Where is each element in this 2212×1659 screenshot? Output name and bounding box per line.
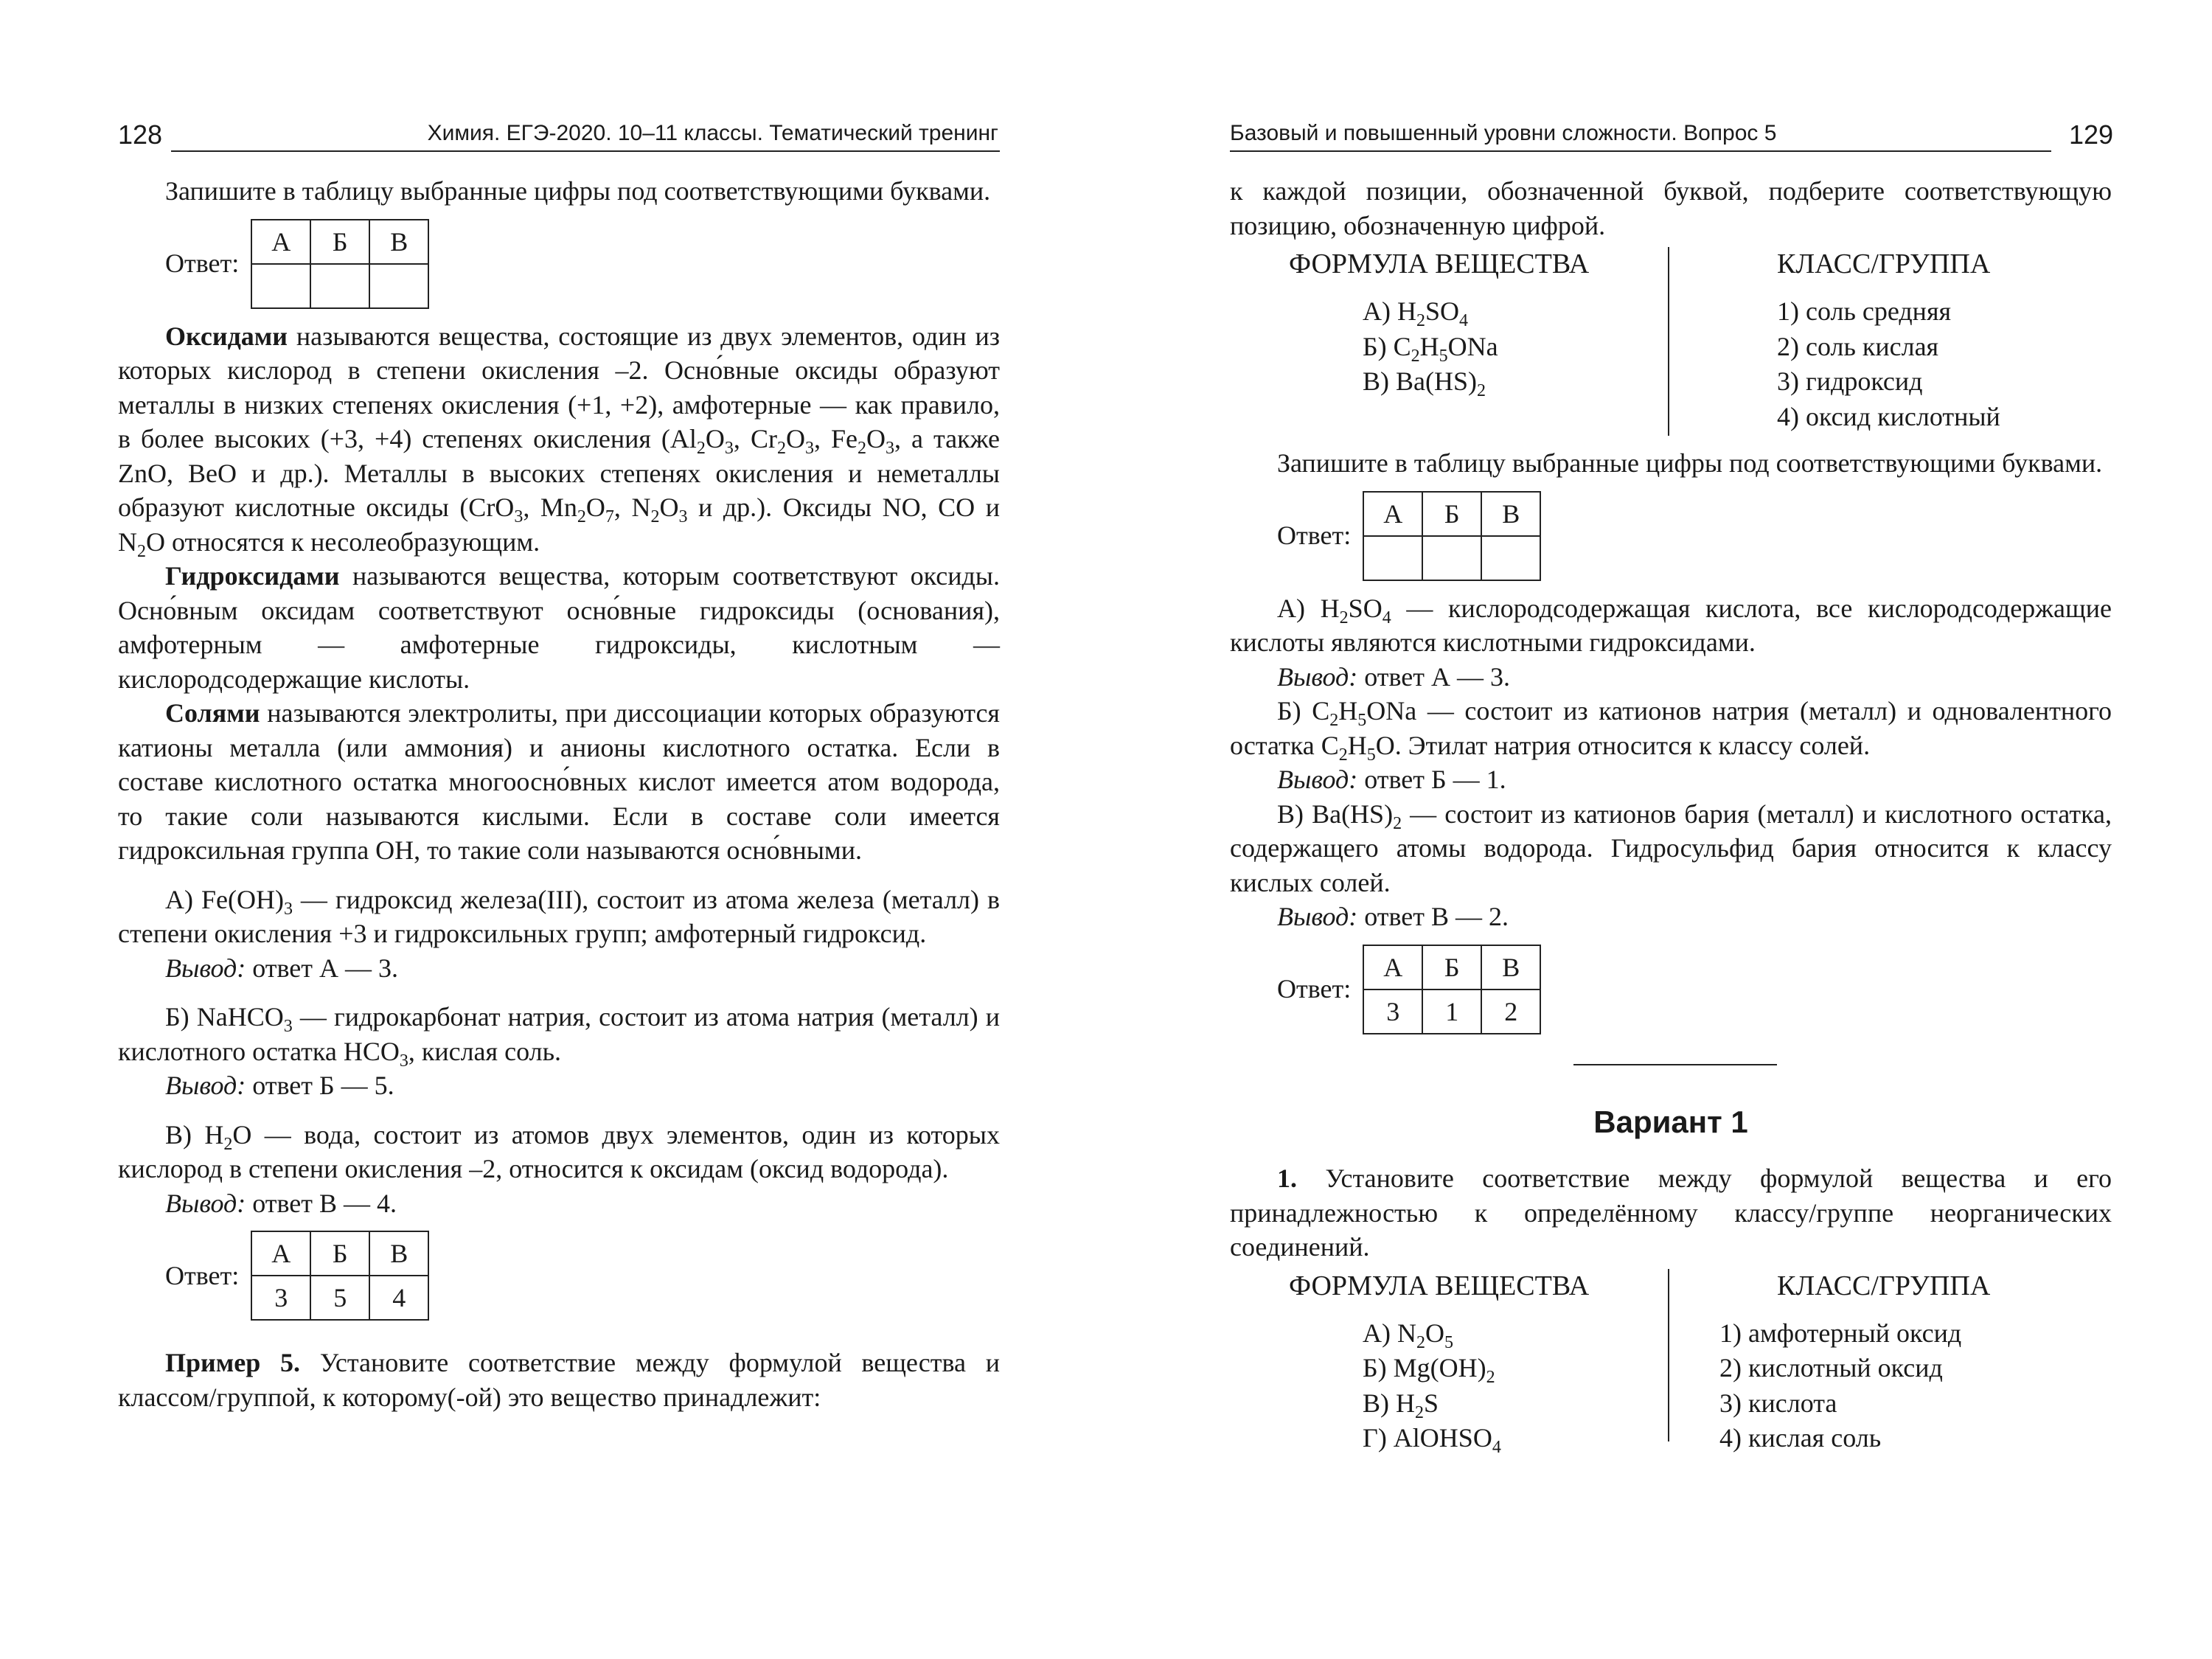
variant-question-1: 1. Установите соответствие между формулой вещества и его принадлежностью к определённому классу/группе неорганических соединений. <box>1230 1164 2112 1262</box>
answer-letter-b: Б <box>1422 492 1481 536</box>
formula-item: А) $N_2O_5$ <box>1363 1318 1453 1352</box>
answer-block-empty-2 <box>1277 491 2112 581</box>
answer-table <box>1363 491 1541 581</box>
section-separator <box>1573 1064 1777 1065</box>
answer-value: 1 <box>1422 990 1481 1034</box>
salts-paragraph: Солями называются электролиты, при диссоциации которых образуются катионы металла (или аммония) и анионы кислотного остатка. Если в составе кислотного остатка многоосно́вных кислот имеется атом водорода, то такие соли называются кислыми. Если в составе соли имеется гидроксильная группа OH, то такие соли называются осно́вными. <box>118 698 1000 865</box>
header-rule-right <box>1230 150 2051 152</box>
example5-c-conclusion: Вывод: ответ В — 2. <box>1277 902 1509 931</box>
example4-b-conclusion: Вывод: ответ Б — 5. <box>165 1071 394 1100</box>
write-instruction: Запишите в таблицу выбранные цифры под соответствующими буквами. <box>165 176 991 206</box>
matching-divider <box>1668 1269 1669 1441</box>
oxides-paragraph: Оксидами называются вещества, состоящие из двух элементов, один из которых кислород в степени окисления –2. Осно́вные оксиды образуют металлы в низких степенях окисления (+1, +2), амфотерные — как правило, в более высоких (+3, +4) степенях окисления ($Al_2O_3$, $Cr_2O_3$, $Fe_2O_3$, а также ZnO, BeO и др.). Металлы в высоких степенях окисления и неметаллы образуют кислотные оксиды (CrO$_3$, $Mn_2O_7$, $N_2O_3$ и др.). Оксиды NO, CO и $N_2O$ относятся к несолеобразующим. <box>118 321 1001 561</box>
example4-b: Б) NaHCO$_3$ — гидрокарбонат натрия, состоит из атома натрия (металл) и кислотного остатка $HCO_3$, кислая соль. <box>118 1002 1000 1071</box>
formula-item: Б) $C_2H_5ONa$ <box>1363 331 1498 366</box>
answer-value: 4 <box>369 1276 428 1320</box>
answer-value: 5 <box>310 1276 369 1320</box>
example4-a-conclusion: Вывод: ответ А — 3. <box>165 953 399 983</box>
example5-a: А) $H_2SO_4$ — кислородсодержащая кислота, все кислородсодержащие кислоты являются кислотными гидроксидами. <box>1230 593 2112 657</box>
formula-list <box>1363 294 1498 400</box>
answer-letter-a: А <box>251 1231 310 1276</box>
header-rule-left <box>171 150 1000 152</box>
answer-table <box>1363 945 1541 1034</box>
class-list <box>1777 294 2000 434</box>
answer-letter-b: Б <box>310 220 369 264</box>
answer-label: Ответ: <box>1277 974 1352 1004</box>
page-number-left: 128 <box>118 119 163 150</box>
example5-b: Б) $C_2H_5ONa$ — состоит из катионов натрия (металл) и одновалентного остатка $C_2H_5O$. Этилат натрия относится к классу солей. <box>1230 696 2112 765</box>
column-header-class: КЛАСС/ГРУППА <box>1777 248 1991 279</box>
answer-block-example5 <box>1277 945 2112 1034</box>
term-oxides: Оксидами <box>165 321 288 351</box>
answer-cell[interactable] <box>1422 536 1481 580</box>
answer-label: Ответ: <box>165 248 240 279</box>
class-item: 1) соль средняя <box>1777 296 1952 326</box>
example5-statement: Пример 5. Установите соответствие между формулой вещества и классом/группой, к которому(-ой) это вещество принадлежит: <box>118 1348 1000 1412</box>
class-list <box>1719 1316 1961 1456</box>
answer-letter-b: Б <box>310 1231 369 1276</box>
answer-letter-v: В <box>1481 945 1540 990</box>
answer-block-empty-1 <box>165 219 1000 309</box>
answer-cell[interactable] <box>1481 536 1540 580</box>
answer-value: 3 <box>251 1276 310 1320</box>
example5-b-conclusion: Вывод: ответ Б — 1. <box>1277 765 1506 794</box>
formula-item: Г) AlOHSO$_4$ <box>1363 1423 1501 1457</box>
term-hydroxides: Гидроксидами <box>165 561 340 591</box>
example4-a: А) $Fe(OH)_3$ — гидроксид железа(III), состоит из атома железа (металл) в степени окисления +3 и гидроксильных групп; амфотерный гидроксид. <box>118 884 1000 948</box>
column-header-formula: ФОРМУЛА ВЕЩЕСТВА <box>1289 248 1590 279</box>
example5-a-conclusion: Вывод: ответ А — 3. <box>1277 661 1511 692</box>
right-page <box>1230 174 2112 1457</box>
answer-letter-b: Б <box>1422 945 1481 990</box>
column-header-formula: ФОРМУЛА ВЕЩЕСТВА <box>1289 1270 1590 1301</box>
class-item: 4) кислая соль <box>1719 1423 1882 1453</box>
answer-label: Ответ: <box>165 1260 240 1290</box>
example5-continuation: к каждой позиции, обозначенной буквой, подберите соответствующую позицию, обозначенную цифрой. <box>1230 176 2112 240</box>
answer-letter-v: В <box>1481 492 1540 536</box>
formula-item: А) $H_2SO_4$ <box>1363 296 1469 330</box>
answer-value: 3 <box>1363 990 1422 1034</box>
example5-matching-table <box>1230 247 2112 440</box>
class-item: 2) кислотный оксид <box>1719 1353 1943 1382</box>
variant-matching-table <box>1230 1269 2112 1457</box>
page-number-right: 129 <box>2069 119 2114 150</box>
class-item: 3) гидроксид <box>1777 366 1923 396</box>
answer-label: Ответ: <box>1277 521 1352 551</box>
variant-heading: Вариант 1 <box>1593 1104 1748 1139</box>
example4-c-conclusion: Вывод: ответ В — 4. <box>165 1188 397 1218</box>
write-instruction: Запишите в таблицу выбранные цифры под соответствующими буквами. <box>1277 448 2103 478</box>
answer-cell[interactable] <box>369 264 428 308</box>
answer-block-example4 <box>165 1231 1000 1321</box>
running-title-right: Базовый и повышенный уровни сложности. Вопрос 5 <box>1230 121 1777 145</box>
answer-letter-v: В <box>369 1231 428 1276</box>
column-header-class: КЛАСС/ГРУППА <box>1777 1270 1991 1301</box>
answer-letter-a: А <box>251 220 310 264</box>
formula-item: В) $Ba(HS)_2$ <box>1363 366 1486 400</box>
class-item: 3) кислота <box>1719 1388 1837 1418</box>
formula-item: Б) $Mg(OH)_2$ <box>1363 1353 1495 1387</box>
term-salts: Солями <box>165 698 260 728</box>
left-page <box>118 174 1000 1414</box>
matching-divider <box>1668 247 1669 436</box>
answer-table <box>251 1231 429 1321</box>
running-title-left: Химия. ЕГЭ-2020. 10–11 классы. Тематический тренинг <box>427 121 998 145</box>
answer-letter-v: В <box>369 220 428 264</box>
answer-cell[interactable] <box>251 264 310 308</box>
class-item: 2) соль кислая <box>1777 331 1939 361</box>
answer-table <box>251 219 429 309</box>
answer-value: 2 <box>1481 990 1540 1034</box>
formula-list <box>1363 1316 1501 1456</box>
example4-c: В) $H_2O$ — вода, состоит из атомов двух элементов, один из которых кислород в степени окисления –2, относится к оксидам (оксид водорода). <box>118 1119 1000 1183</box>
answer-letter-a: А <box>1363 945 1422 990</box>
answer-letter-a: А <box>1363 492 1422 536</box>
class-item: 4) оксид кислотный <box>1777 401 2000 431</box>
answer-cell[interactable] <box>1363 536 1422 580</box>
class-item: 1) амфотерный оксид <box>1719 1318 1962 1348</box>
answer-cell[interactable] <box>310 264 369 308</box>
example5-c: В) $Ba(HS)_2$ — состоит из катионов бария (металл) и кислотного остатка, содержащего атомы водорода. Гидросульфид бария относится к классу кислых солей. <box>1230 799 2112 897</box>
formula-item: В) $H_2S$ <box>1363 1388 1439 1422</box>
hydroxides-paragraph: Гидроксидами называются вещества, которым соответствуют оксиды. Осно́вным оксидам соответствуют осно́вные гидроксиды (основания), амфотерным — амфотерные гидроксиды, кислотным — кислородсодержащие кислоты. <box>118 561 1000 694</box>
